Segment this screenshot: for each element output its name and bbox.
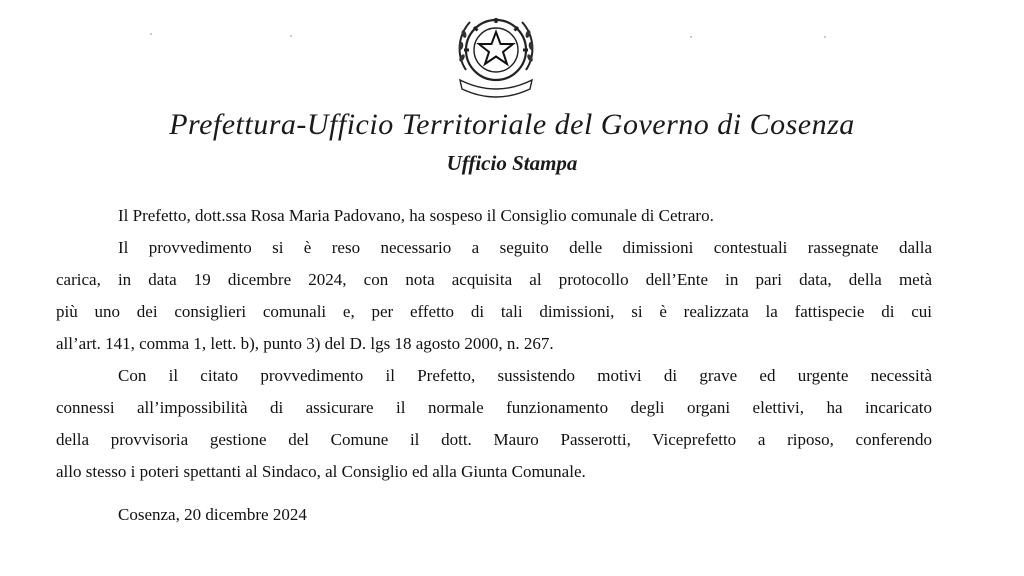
paragraph-3 [56,360,932,488]
paragraph-line: Il provvedimento si è reso necessario a seguito delle dimissioni contestuali rassegnate dalla [118,238,932,257]
paragraph-line: della provvisoria gestione del Comune il dott. Mauro Passerotti, Viceprefetto a riposo, conferendo [56,430,932,449]
office-subtitle: Ufficio Stampa [446,151,578,175]
paragraph-line: Il Prefetto, dott.ssa Rosa Maria Padovano, ha sospeso il Consiglio comunale di Cetraro. [118,206,714,225]
place-date: Cosenza, 20 dicembre 2024 [118,505,307,524]
scan-speck [150,33,152,35]
paragraph-line: connessi all’impossibilità di assicurare il normale funzionamento degli organi elettivi, ha incaricato [56,398,932,417]
paragraph-line: Con il citato provvedimento il Prefetto, sussistendo motivi di grave ed urgente necessità [118,366,932,385]
paragraph-line: all’art. 141, comma 1, lett. b), punto 3) del D. lgs 18 agosto 2000, n. 267. [56,334,554,353]
scan-speck [690,36,692,38]
paragraph-line: carica, in data 19 dicembre 2024, con nota acquisita al protocollo dell’Ente in pari data, della metà [56,270,932,289]
paragraph-2 [56,232,932,360]
scan-speck [824,36,826,38]
paragraph-line: più uno dei consiglieri comunali e, per effetto di tali dimissioni, si è realizzata la fattispecie di cui [56,302,932,321]
scan-speck [290,35,292,37]
republic-emblem [446,10,546,100]
italian-republic-emblem-icon [446,10,546,100]
paragraph-1 [56,200,932,232]
press-release-body [56,200,932,488]
paragraph-line: allo stesso i poteri spettanti al Sindaco, al Consiglio ed alla Giunta Comunale. [56,462,586,481]
office-title: Prefettura-Ufficio Territoriale del Governo di Cosenza [169,108,855,141]
